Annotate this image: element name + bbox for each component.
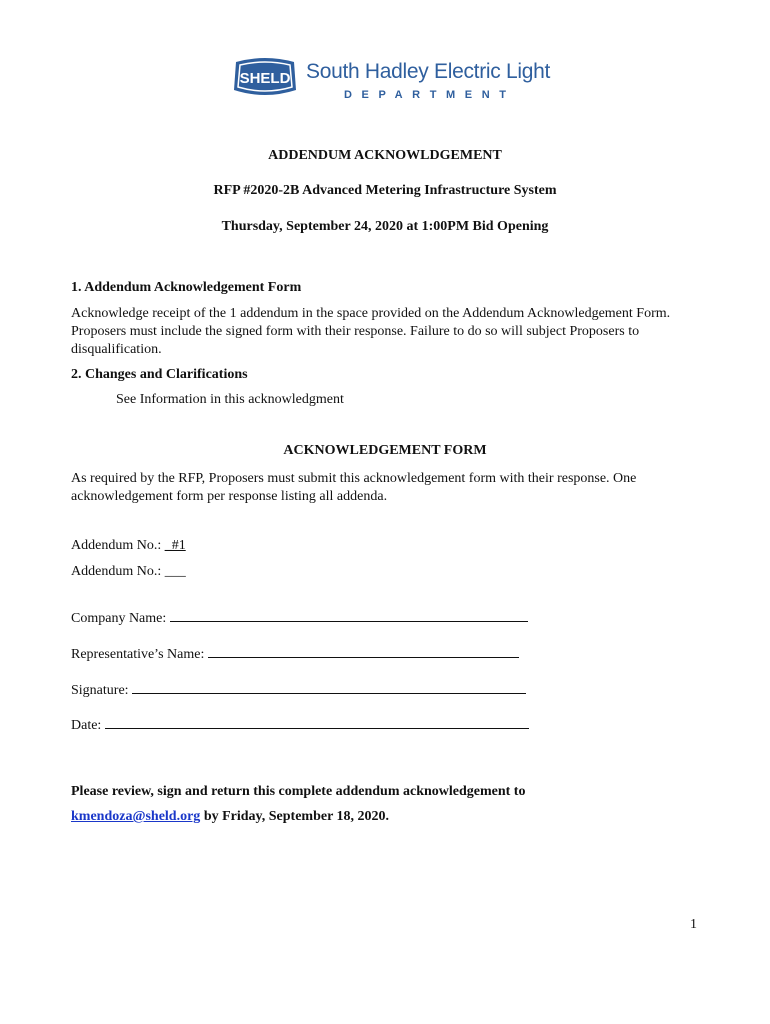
logo-company-name: South Hadley Electric Light: [306, 60, 551, 83]
section1-body: Acknowledge receipt of the 1 addendum in the space provided on the Addendum Acknowledgement Form. Proposers must include the signed form with their response. Failure to do so will subject Proposers to disqualification.: [71, 306, 671, 357]
return-deadline-row: [71, 809, 389, 825]
section1-heading: 1. Addendum Acknowledgement Form: [71, 280, 302, 295]
signature-field[interactable]: [132, 679, 526, 694]
addendum-row-1: [71, 538, 186, 554]
representative-label: Representative’s Name:: [71, 647, 208, 662]
sheld-logo: [230, 56, 560, 110]
addendum-value-1[interactable]: _#1: [164, 538, 186, 553]
sheld-badge-icon: [230, 56, 300, 98]
company-name-field[interactable]: [170, 607, 528, 622]
bid-opening-date: Thursday, September 24, 2020 at 1:00PM Bid Opening: [221, 219, 549, 234]
return-instruction: Please review, sign and return this complete addendum acknowledgement to: [71, 784, 526, 799]
addendum-label-2: Addendum No.:: [71, 564, 165, 579]
date-label: Date:: [71, 718, 105, 733]
signature-row: [71, 679, 526, 699]
date-row: [71, 714, 529, 734]
company-name-label: Company Name:: [71, 611, 170, 626]
rfp-title: RFP #2020-2B Advanced Metering Infrastructure System: [213, 183, 557, 198]
addendum-row-2: [71, 564, 186, 580]
page-number: 1: [690, 917, 697, 932]
form-title: ACKNOWLEDGEMENT FORM: [283, 443, 487, 458]
section2-heading: 2. Changes and Clarifications: [71, 367, 248, 382]
addendum-label-1: Addendum No.:: [71, 538, 165, 553]
company-name-row: [71, 607, 528, 627]
return-deadline: by Friday, September 18, 2020.: [200, 809, 390, 824]
document-title: ADDENDUM ACKNOWLDGEMENT: [268, 148, 502, 163]
contact-email-link[interactable]: kmendoza@sheld.org: [71, 809, 201, 824]
signature-label: Signature:: [71, 683, 133, 698]
svg-text:SHELD: SHELD: [239, 70, 291, 87]
logo-department: DEPARTMENT: [344, 89, 516, 101]
representative-name-field[interactable]: [208, 643, 519, 658]
date-field[interactable]: [105, 714, 529, 729]
section2-body: See Information in this acknowledgment: [116, 392, 344, 407]
representative-row: [71, 643, 519, 663]
addendum-value-2[interactable]: ___: [164, 564, 186, 579]
form-intro: As required by the RFP, Proposers must submit this acknowledgement form with their response. One acknowledgement form per response listing all addenda.: [71, 471, 637, 504]
